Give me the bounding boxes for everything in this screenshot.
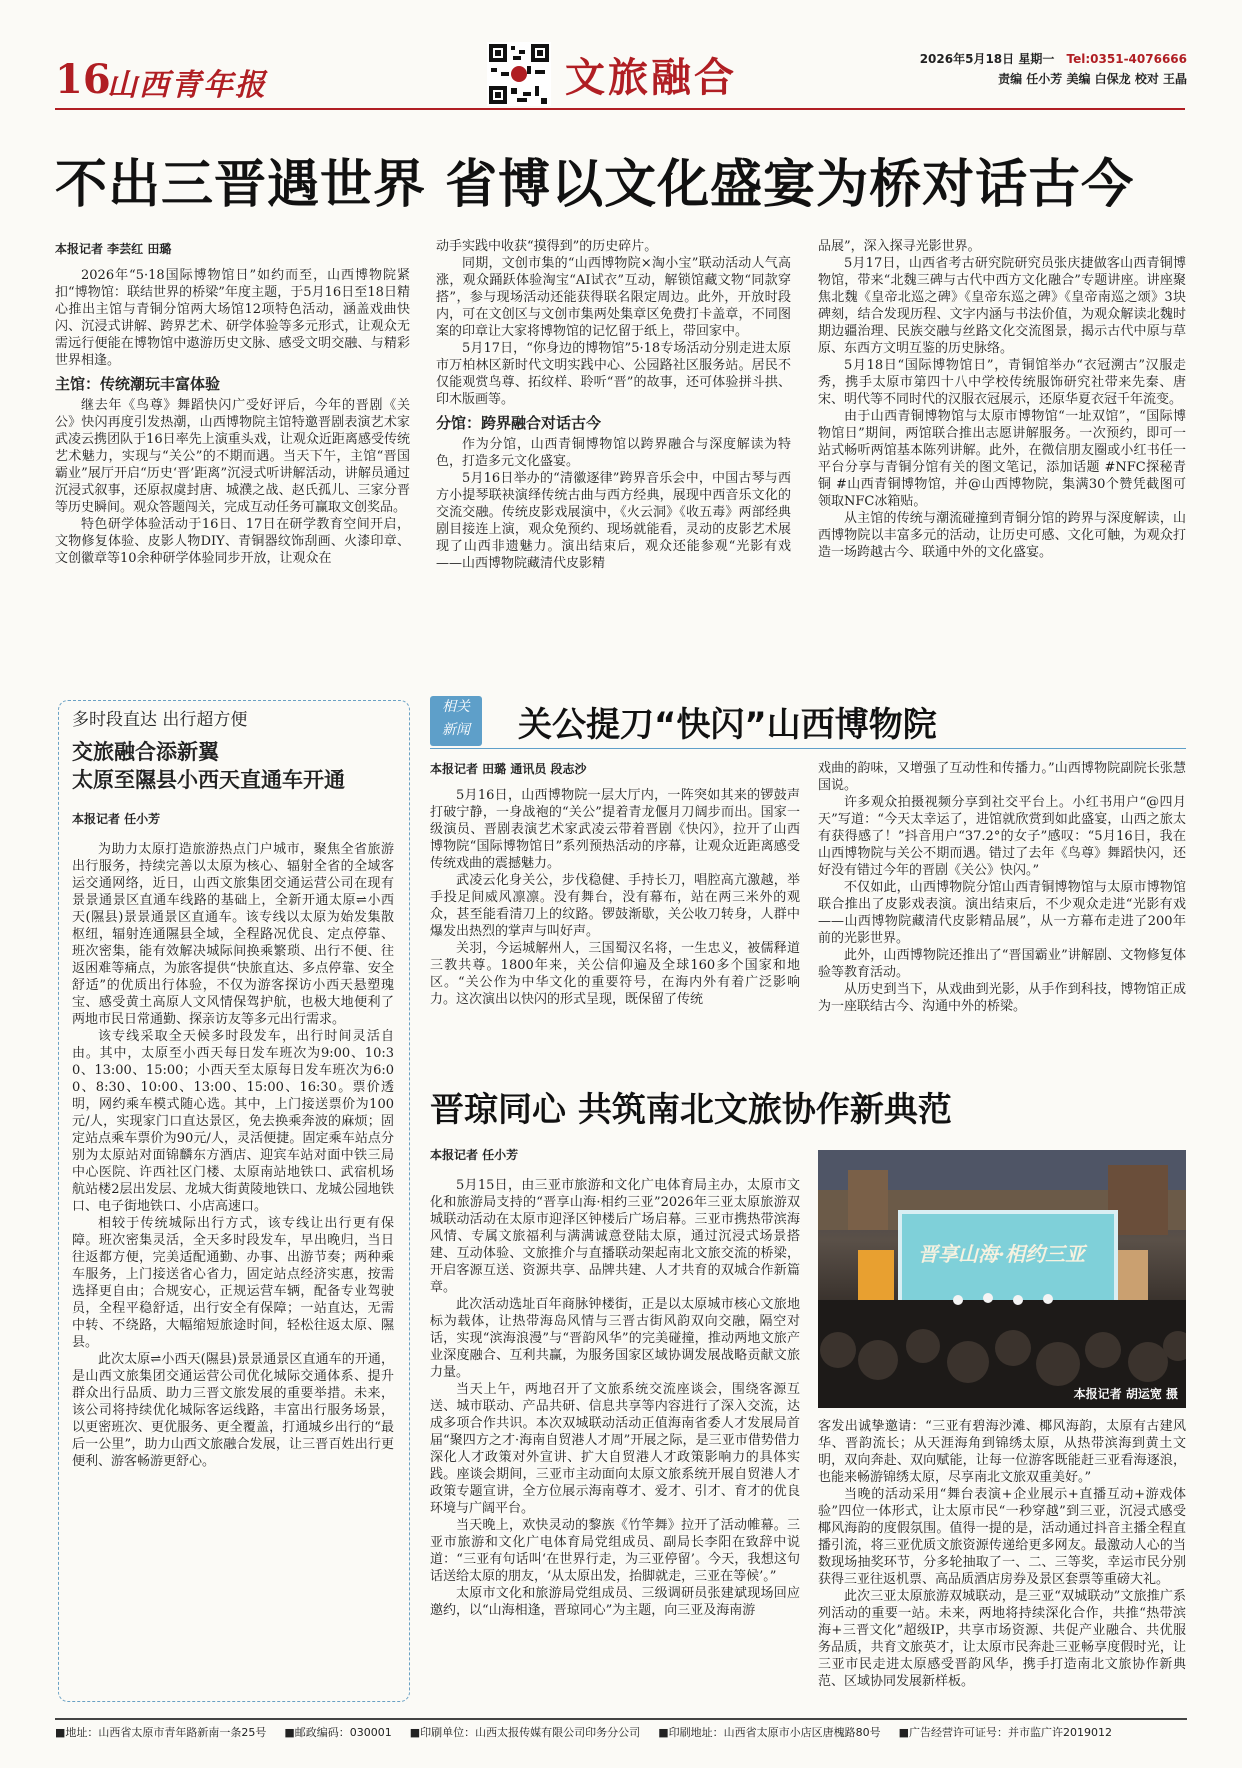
- third-byline: 本报记者 任小芳: [430, 1148, 519, 1162]
- sidebar-paragraph: 相较于传统城际出行方式，该专线让出行更有保障。班次密集灵活，全天多时段发车，早出晚归，当日往返都方便，完美适配通勤、办事、出游节奏；两种乘车服务，上门接送省心省力，固定站点经济实惠，按需选择更自由；合规安心，正规运营车辆，配备专业驾驶员，全程平稳舒适，出行安全有保障；一站直达，无需中转、不绕路，大幅缩短旅途时间，轻松往返太原、隰县。: [72, 1216, 394, 1350]
- related-tag-line: 新闻: [442, 722, 470, 738]
- third-paragraph: 当天上午，两地召开了文旅系统交流座谈会，围绕客源互送、城市联动、产品共研、信息共享等内容进行了深入交流，达成多项合作共识。本次双城联动活动正值海南省委人才发展局首届“聚四方之才·海南自贸港人才周”开展之际，是三亚市借势借力深化人才政策对外宣讲、扩大自贸港人才政策影响力的具体实践。座谈会期间，三亚市主动面向太原文旅系统开展自贸港人才政策专题宣讲，全方位展示海南尊才、爱才、引才、育才的优良环境与广阔平台。: [430, 1382, 800, 1516]
- photo-caption: 本报记者 胡运宽 摄: [1073, 1387, 1178, 1401]
- third-paragraph: 客发出诚挚邀请：“三亚有碧海沙滩、椰风海韵，太原有古建风华、晋韵流长；从天涯海角到锦绣太原，从热带滨海到黄土文明，双向奔赴、双向赋能，让每一位游客既能赶三亚看海逐浪，也能来畅游锦绣太原，尽享南北文旅双重美好。”: [818, 1419, 1186, 1485]
- third-paragraph: 当晚的活动采用“舞台表演+企业展示+直播互动+游戏体验”四位一体形式，让太原市民“一秒穿越”到三亚，沉浸式感受椰风海韵的度假氛围。值得一提的是，活动通过抖音主播全程直播引流，将三亚优质文旅资源传递给更多网友。最激动人心的当数现场抽奖环节，分多轮抽取了一、二、三等奖，幸运市民分别获得三亚往返机票、高品质酒店房券及景区套票等重磅大礼。: [818, 1487, 1186, 1587]
- third-paragraph: 5月15日，由三亚市旅游和文化广电体育局主办，太原市文化和旅游局支持的“晋享山海·相约三亚”2026年三亚太原旅游双城联动活动在太原市迎泽区钟楼后广场启幕。三亚市携热带滨海风情、专属文旅福利与满满诚意登陆太原，通过沉浸式场景搭建、互动体验、文旅推介与直播联动架起南北文旅交流的桥梁，开启客源互送、资源共享、品牌共建、人才共育的双城合作新篇章。: [430, 1178, 800, 1295]
- lead-paragraph: 5月17日，山西省考古研究院研究员张庆捷做客山西青铜博物馆，带来“北魏三碑与古代中西方文化融合”专题讲座。讲座聚焦北魏《皇帝北巡之碑》《皇帝东巡之碑》《皇帝南巡之颂》3块碑刻，结合发现历程、文字内涵与书法价值，为观众解读北魏时期边疆治理、民族交融与丝路文化交流图景，揭示古代中原与草原、东西方文明互鉴的历史脉络。: [818, 256, 1186, 356]
- lead-paragraph: 品展”，深入探寻光影世界。: [818, 239, 981, 254]
- related-paragraph: 关羽，今运城解州人，三国蜀汉名将，一生忠义，被儒释道三教共尊。1800年来，关公信仰遍及全球160多个国家和地区。“关公作为中华文化的重要符号，在海内外有着广泛影响力。这次演出以快闪的形式呈现，既保留了传统: [430, 941, 800, 1007]
- third-paragraph: 当天晚上，欢快灵动的黎族《竹竿舞》拉开了活动帷幕。三亚市旅游和文化广电体育局党组成员、副局长李阳在致辞中说道：“三亚有句话叫‘在世界行走，为三亚停留’。今天，我想这句话送给太原的朋友，‘从太原出发，抬脚就走，三亚在等候’。”: [430, 1518, 800, 1584]
- editors: 责编 任小芳 美编 白保龙 校对 王晶: [998, 72, 1187, 86]
- third-paragraph: 此次三亚太原旅游双城联动，是三亚“双城联动”文旅推广系列活动的重要一站。未来，两地将持续深化合作，共推“热带滨海+三晋文化”超级IP，共享市场资源、共促产业融合、共优服务品质，共育文旅英才，让太原市民奔赴三亚畅享度假时光，让三亚市民走进太原感受晋韵风华，携手打造南北文旅协作新典范、区域协同发展新样板。: [818, 1589, 1186, 1689]
- event-photo: [818, 1150, 1186, 1408]
- lead-paragraph: 2026年“5·18国际博物馆日”如约而至，山西博物院紧扣“博物馆：联结世界的桥梁”年度主题，于5月16日至18日精心推出主馆与青铜分馆两大场馆12项特色活动，涵盖戏曲快闪、沉浸式讲解、跨界艺术、研学体验等多元形式，让观众无需远行便能在博物馆中遨游历史文脉、感受文明交融、与精彩世界相逢。: [55, 268, 410, 368]
- lead-column-2: [436, 238, 791, 572]
- sidebar-headline: 太原至隰县小西天直通车开通: [72, 768, 345, 792]
- section-title: 文旅融合: [565, 54, 737, 101]
- footer-address: ■地址：山西省太原市青年路新南一条25号: [55, 1726, 267, 1739]
- lead-paragraph: 动手实践中收获“摸得到”的历史碎片。: [436, 239, 658, 254]
- photo-banner-text: 晋享山海·相约三亚: [918, 1242, 1085, 1266]
- related-paragraph: 从历史到当下，从戏曲到光影，从手作到科技，博物馆正成为一座联结古今、沟通中外的桥梁。: [818, 982, 1186, 1014]
- related-column-1: [430, 760, 800, 1008]
- related-byline: 本报记者 田璐 通讯员 段志沙: [430, 762, 587, 776]
- lead-subhead-main: 主馆：传统潮玩丰富体验: [55, 375, 221, 393]
- related-paragraph: 武凌云化身关公，步伐稳健、手持长刀，唱腔高亢激越，举手投足间威风凛凛。没有舞台，没有幕布，站在两三米外的观众，甚至能看清刀上的纹路。锣鼓渐歇，关公收刀转身，人群中爆发出热烈的掌声与叫好声。: [430, 873, 800, 939]
- sidebar-paragraph: 该专线采取全天候多时段发车，出行时间灵活自由。其中，太原至小西天每日发车班次为9:00、10:30、13:00、15:00；小西天至太原每日发车班次为6:00、8:30、10:00、13:00、15:00、16:30。票价透明，网约乘车模式随心选。其中，上门接送票价为100元/人，实现家门口直达景区，免去换乘奔波的麻烦；固定站点乘车票价为90元/人，灵活便捷。固定乘车站点分别为太原站对面锦麟东方酒店、迎宾车站对面中铁三局中心医院、许西社区门楼、太原南站地铁口、武宿机场航站楼2层出发层、龙城大街黄陵地铁口、龙城公园地铁口、电子街地铁口、小店高速口。: [72, 1029, 394, 1214]
- lead-subhead-branch: 分馆：跨界融合对话古今: [436, 414, 602, 432]
- lead-paragraph: 同期，文创市集的“山西博物院×淘小宝”联动活动人气高涨，观众踊跃体验淘宝“AI试衣”互动，解锁馆藏文物“同款穿搭”，参与现场活动还能获得联名限定周边。此外，开放时段内，可在文创区与文创市集两处集章区免费打卡盖章，不同图案的印章让大家将博物馆的记忆留于纸上，带回家中。: [436, 256, 791, 339]
- lead-paragraph: 5月18日“国际博物馆日”，青铜馆举办“衣冠溯古”汉服走秀，携手太原市第四十八中学校传统服饰研究社带来先秦、唐宋、明代等不同时代的汉服衣冠展示，还原华夏衣冠千年流变。: [818, 358, 1186, 407]
- third-column-1: [430, 1146, 800, 1619]
- related-paragraph: 5月16日，山西博物院一层大厅内，一阵突如其来的锣鼓声打破宁静，一身战袍的“关公”提着青龙偃月刀阔步而出。国家一级演员、晋剧表演艺术家武凌云带着晋剧《快闪》，拉开了山西博物院“国际博物馆日”系列预热活动的序幕，让观众近距离感受传统戏曲的震撼魅力。: [430, 788, 800, 871]
- related-paragraph: 戏曲的韵味，又增强了互动性和传播力。”山西博物院副院长张慧国说。: [818, 761, 1186, 793]
- lead-paragraph: 5月17日，“你身边的博物馆”5·18专场活动分别走进太原市万柏林区新时代文明实践中心、公园路社区服务站。居民不仅能观赏鸟尊、拓纹样、聆听“晋”的故事，还可体验拼斗拱、印木版画等。: [436, 341, 791, 407]
- lead-headline: 不出三晋遇世界 省博以文化盛宴为桥对话古今: [55, 154, 1135, 215]
- issue-date: [920, 50, 1187, 67]
- qr-code-icon: [487, 42, 551, 106]
- related-tag: [430, 696, 482, 746]
- sidebar-kicker: 多时段直达 出行超方便: [72, 710, 248, 730]
- sidebar: [72, 705, 394, 1470]
- sidebar-headline: 交旅融合添新翼: [72, 740, 219, 764]
- footer-postcode: ■邮政编码：030001: [284, 1726, 392, 1739]
- third-headline: 晋琼同心 共筑南北文旅协作新典范: [430, 1090, 952, 1130]
- lead-column-1: [55, 240, 410, 567]
- footer: [55, 1718, 1187, 1740]
- related-paragraph: 许多观众拍摄视频分享到社交平台上。小红书用户“@四月天”写道：“今天太幸运了，进馆就欣赏到如此盛宴，山西之旅太有获得感了！”抖音用户“37.2°的女子”感叹：“5月16日，我在山西博物院与关公不期而遇。错过了去年《鸟尊》舞蹈快闪，还好没有错过今年的晋剧《关公》快闪。”: [818, 795, 1186, 878]
- page-number: 16: [55, 56, 111, 103]
- lead-paragraph: 5月16日举办的“清徽逐律”跨界音乐会中，中国古琴与西方小提琴联袂演绎传统古曲与西方经典，展现中西音乐文化的交流交融。传统皮影戏展演中，《火云洞》《收五毒》两部经典剧目接连上演，观众免预约、现场就能看，灵动的皮影艺术展现了山西非遗魅力。演出结束后，观众还能参观“光影有戏——山西博物院藏清代皮影精: [436, 471, 791, 571]
- paper-logo: 山西青年报: [107, 68, 267, 103]
- lead-paragraph: 继去年《鸟尊》舞蹈快闪广受好评后，今年的晋剧《关公》快闪再度引发热潮，山西博物院主馆特邀晋剧表演艺术家武凌云携团队于16日率先上演重头戏，让观众近距离感受传统艺术魅力，实现与“关公”的不期而遇。当天下午，主馆“晋国霸业”展厅开启“历史‘晋’距离”沉浸式听讲解活动，讲解员通过沉浸式叙事，还原叔虞封唐、城濮之战、赵氏孤儿、三家分晋等历史瞬间。观众答题闯关，完成互动任务可赢取文创奖品。: [55, 398, 410, 515]
- tel: Tel:0351-4076666: [1066, 52, 1187, 66]
- sidebar-paragraph: 此次太原⇌小西天(隰县)景景通景区直通车的开通，是山西文旅集团交通运营公司优化城际交通体系、提升群众出行品质、助力三晋文旅发展的重要举措。未来，该公司将持续优化城际客运线路，丰富出行服务场景，以更密班次、更优服务、更全覆盖，打通城乡出行的“最后一公里”，助力山西文旅融合发展，让三晋百姓出行更便利、游客畅游更舒心。: [72, 1352, 394, 1469]
- related-paragraph: 不仅如此，山西博物院分馆山西青铜博物馆与太原市博物馆联合推出了皮影戏表演。演出结束后，不少观众走进“光影有戏——山西博物院藏清代皮影精品展”，从一方幕布走进了200年前的光影世界。: [818, 880, 1186, 946]
- third-column-2: [818, 1418, 1186, 1690]
- lead-paragraph: 作为分馆，山西青铜博物馆以跨界融合与深度解读为特色，打造多元文化盛宴。: [436, 437, 791, 469]
- lead-column-3: [818, 238, 1186, 561]
- date: 2026年5月18日 星期一: [919, 52, 1055, 66]
- related-tag-line: 相关: [442, 699, 470, 715]
- lead-byline: 本报记者 李芸红 田璐: [55, 242, 172, 256]
- lead-paragraph: 从主馆的传统与潮流碰撞到青铜分馆的跨界与深度解读，山西博物院以丰富多元的活动，让历史可感、文化可触，为观众打造一场跨越古今、联通中外的文化盛宴。: [818, 511, 1186, 560]
- related-paragraph: 此外，山西博物院还推出了“晋国霸业”讲解剧、文物修复体验等教育活动。: [818, 948, 1186, 980]
- third-paragraph: 太原市文化和旅游局党组成员、三级调研员张建斌现场回应邀约，以“山海相逢，晋琼同心”为主题，向三亚及海南游: [430, 1586, 800, 1618]
- third-paragraph: 此次活动选址百年商脉钟楼街，正是以太原城市核心文旅地标为载体，让热带海岛风情与三晋古街风韵双向交融，隔空对话，实现“滨海浪漫”与“晋韵风华”的完美碰撞，推动两地文旅产业深度融合、互利共赢，为服务国家区域协调发展战略贡献文旅力量。: [430, 1297, 800, 1380]
- sidebar-byline: 本报记者 任小芳: [72, 812, 161, 826]
- footer-printer: ■印刷单位：山西太报传媒有限公司印务分公司: [409, 1726, 641, 1739]
- sidebar-paragraph: 为助力太原打造旅游热点门户城市，聚焦全省旅游出行服务，持续完善以太原为核心、辐射全省的全域客运交通网络，近日，山西文旅集团交通运营公司在现有景景通景区直通车线路的基础上，全新开通太原⇌小西天(隰县)景景通景区直通车。该专线以太原为始发集散枢纽，辐射连通隰县全域，全程路况优良、定点停靠、班次密集，能有效解决城际间换乘繁琐、出行不便、往返困难等痛点，为旅客提供“快旅直达、多点停靠、安全舒适”的优质出行体验，不仅为游客探访小西天悬塑瑰宝、感受黄土高原人文风情保驾护航，也极大地便利了两地市民日常通勤、探亲访友等多元出行需求。: [72, 842, 394, 1027]
- footer-print-address: ■印刷地址：山西省太原市小店区唐槐路80号: [658, 1726, 881, 1739]
- masthead: [55, 40, 1187, 110]
- lead-paragraph: 由于山西青铜博物馆与太原市博物馆“一址双馆”，“国际博物馆日”期间，两馆联合推出志愿讲解服务。一次预约，即可一站式畅听两馆基本陈列讲解。此外，在微信朋友圈或小红书任一平台分享与青铜分馆有关的图文笔记，添加话题 #NFC探秘青铜 #山西青铜博物馆，并@山西博物院，集满30个赞凭截图可领取NFC冰箱贴。: [818, 409, 1186, 509]
- footer-ad-license: ■广告经营许可证号：并市监广许2019012: [898, 1726, 1112, 1739]
- related-column-2: [818, 760, 1186, 1015]
- related-headline: 关公提刀“快闪”山西博物院: [518, 705, 937, 745]
- related-rule: [430, 748, 1186, 749]
- lead-paragraph: 特色研学体验活动于16日、17日在研学教育空间开启，文物修复体验、皮影人物DIY、青铜器纹饰刮画、火漆印章、文创徽章等10余种研学体验同步开放，让观众在: [55, 517, 410, 566]
- masthead-rule: [55, 108, 1185, 110]
